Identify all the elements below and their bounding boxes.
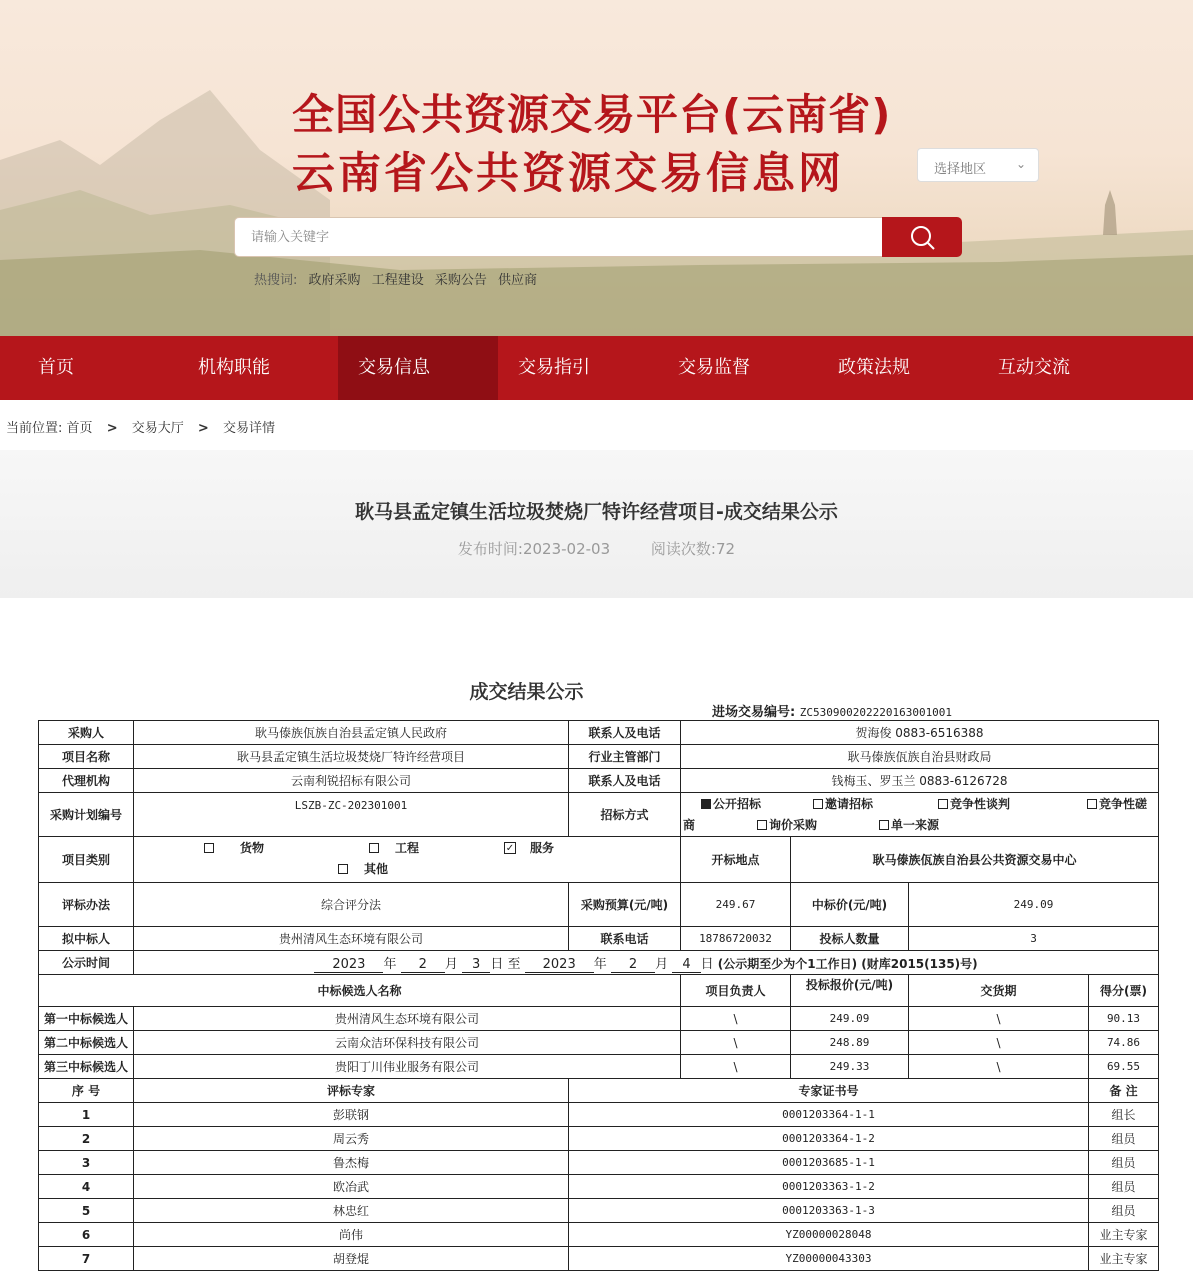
cand-leader: \ [681, 1031, 791, 1055]
method-label: 招标方式 [569, 793, 681, 837]
project-label: 项目名称 [39, 745, 134, 769]
expert-note: 组员 [1089, 1127, 1159, 1151]
region-select[interactable] [917, 148, 1039, 182]
expert-no: 4 [39, 1175, 134, 1199]
expert-header-cert: 专家证书号 [569, 1079, 1089, 1103]
project-value: 耿马县孟定镇生活垃圾焚烧厂特许经营项目 [134, 745, 569, 769]
expert-cert: YZ00000043303 [569, 1247, 1089, 1271]
winner-label: 拟中标人 [39, 927, 134, 951]
expert-note: 业主专家 [1089, 1247, 1159, 1271]
category-engineering: 工程 [369, 839, 419, 856]
search-input[interactable] [235, 218, 882, 256]
cand-price: 249.33 [791, 1055, 909, 1079]
breadcrumb-separator: > [197, 421, 209, 436]
expert-header-no: 序 号 [39, 1079, 134, 1103]
cand-price: 249.09 [791, 1007, 909, 1031]
cand-rank: 第一中标候选人 [39, 1007, 134, 1031]
eval-label: 评标办法 [39, 883, 134, 927]
contact-label: 联系人及电话 [569, 721, 681, 745]
cand-header-leader: 项目负责人 [681, 975, 791, 1007]
period-label: 公示时间 [39, 951, 134, 975]
cand-header-price: 投标报价(元/吨) [791, 975, 909, 1007]
table-row [39, 1151, 1159, 1175]
table-row [39, 1199, 1159, 1223]
cand-delivery: \ [909, 1031, 1089, 1055]
search-button[interactable] [882, 217, 962, 257]
agency-contact-label: 联系人及电话 [569, 769, 681, 793]
method-negotiate: 竞争性谈判 [938, 794, 1010, 814]
phone-label: 联系电话 [569, 927, 681, 951]
hot-word[interactable]: 工程建设 [371, 273, 424, 288]
site-title-line2: 云南省公共资源交易信息网 [292, 149, 844, 199]
nav-item-trade-supervision[interactable]: 交易监督 [678, 357, 750, 378]
purchaser-value: 耿马傣族佤族自治县孟定镇人民政府 [134, 721, 569, 745]
dept-label: 行业主管部门 [569, 745, 681, 769]
table-row [39, 1103, 1159, 1127]
open-place-label: 开标地点 [681, 837, 791, 883]
expert-cert: 0001203685-1-1 [569, 1151, 1089, 1175]
result-table [38, 720, 1159, 1271]
expert-name: 周云秀 [134, 1127, 569, 1151]
cand-score: 69.55 [1089, 1055, 1159, 1079]
contact-value: 贺海俊 0883-6516388 [681, 721, 1159, 745]
doc-title: 成交结果公示 [469, 681, 584, 703]
checkbox-icon [938, 799, 948, 809]
checked-box-icon [701, 799, 711, 809]
period-end-month: 2 [611, 957, 655, 973]
expert-no: 2 [39, 1127, 134, 1151]
period-start-month: 2 [401, 957, 445, 973]
trade-code-label: 进场交易编号: [712, 705, 796, 720]
method-consult-suffix: 商 [683, 817, 696, 832]
hot-word[interactable]: 政府采购 [308, 273, 361, 288]
purchaser-label: 采购人 [39, 721, 134, 745]
cand-header-name: 中标候选人名称 [39, 975, 681, 1007]
period-start-year: 2023 [314, 957, 383, 973]
checkbox-icon [757, 820, 767, 830]
cand-header-delivery: 交货期 [909, 975, 1089, 1007]
breadcrumb [6, 417, 275, 436]
method-single-source: 单一来源 [879, 815, 939, 835]
cand-name: 贵州清风生态环境有限公司 [134, 1007, 681, 1031]
site-header [0, 0, 1193, 336]
article-meta [0, 538, 1193, 559]
region-select-label: 选择地区 [934, 162, 987, 177]
checkbox-icon [813, 799, 823, 809]
cand-score: 90.13 [1089, 1007, 1159, 1031]
period-value: 2023 年 2 月 3 日 至 2023 年 2 月 4 日 (公示期至少为个1工作日) (财库2015(135)号) [134, 951, 1159, 975]
expert-name: 胡登焜 [134, 1247, 569, 1271]
plan-label: 采购计划编号 [39, 793, 134, 837]
table-row [39, 1055, 1159, 1079]
chevron-down-icon: ⌄ [1015, 157, 1026, 171]
check-mark-icon: ✓ [505, 843, 515, 854]
method-open: 公开招标 [701, 794, 761, 814]
breadcrumb-home[interactable]: 首页 [66, 421, 93, 436]
expert-cert: 0001203364-1-1 [569, 1103, 1089, 1127]
table-row [39, 1007, 1159, 1031]
win-price-value: 249.09 [909, 883, 1159, 927]
table-row [39, 1247, 1159, 1271]
breadcrumb-label: 当前位置: [6, 421, 63, 436]
period-end-day: 4 [672, 957, 700, 973]
phone-value: 18786720032 [681, 927, 791, 951]
checkbox-icon [369, 843, 379, 853]
expert-name: 欧冶武 [134, 1175, 569, 1199]
cand-score: 74.86 [1089, 1031, 1159, 1055]
expert-note: 组员 [1089, 1175, 1159, 1199]
bidders-value: 3 [909, 927, 1159, 951]
agency-value: 云南利锐招标有限公司 [134, 769, 569, 793]
method-inquiry: 询价采购 [757, 815, 817, 835]
table-row [39, 1127, 1159, 1151]
read-count: 阅读次数:72 [650, 540, 736, 558]
method-options [681, 793, 1159, 837]
winner-value: 贵州清风生态环境有限公司 [134, 927, 569, 951]
search-icon [882, 217, 962, 257]
cand-leader: \ [681, 1055, 791, 1079]
checkbox-icon [338, 864, 348, 874]
expert-no: 1 [39, 1103, 134, 1127]
budget-label: 采购预算(元/吨) [569, 883, 681, 927]
trade-code-value: ZC530900202220163001001 [799, 706, 953, 719]
expert-cert: 0001203363-1-3 [569, 1199, 1089, 1223]
agency-contact-value: 钱梅玉、罗玉兰 0883-6126728 [681, 769, 1159, 793]
table-row [39, 1223, 1159, 1247]
eval-value: 综合评分法 [134, 883, 569, 927]
cand-name: 贵阳丁川伟业服务有限公司 [134, 1055, 681, 1079]
nav-item-policy[interactable]: 政策法规 [838, 357, 910, 378]
hot-search-words [254, 269, 544, 288]
expert-cert: 0001203363-1-2 [569, 1175, 1089, 1199]
expert-no: 7 [39, 1247, 134, 1271]
cand-header-score: 得分(票) [1089, 975, 1159, 1007]
hot-word[interactable]: 采购公告 [434, 273, 487, 288]
expert-note: 组员 [1089, 1151, 1159, 1175]
trade-code [712, 701, 952, 720]
cand-rank: 第二中标候选人 [39, 1031, 134, 1055]
bidders-label: 投标人数量 [791, 927, 909, 951]
page-title: 耿马县孟定镇生活垃圾焚烧厂特许经营项目-成交结果公示 [355, 501, 838, 523]
expert-note: 组员 [1089, 1199, 1159, 1223]
open-place-value: 耿马傣族佤族自治县公共资源交易中心 [791, 837, 1159, 883]
period-note: (公示期至少为个1工作日) (财库2015(135)号) [717, 956, 978, 971]
cand-rank: 第三中标候选人 [39, 1055, 134, 1079]
breadcrumb-separator: > [106, 421, 118, 436]
checkbox-icon [879, 820, 889, 830]
agency-label: 代理机构 [39, 769, 134, 793]
category-other: 其他 [338, 860, 388, 877]
expert-no: 3 [39, 1151, 134, 1175]
site-title-line1: 全国公共资源交易平台(云南省) [292, 90, 892, 139]
expert-name: 尚伟 [134, 1223, 569, 1247]
expert-name: 林忠红 [134, 1199, 569, 1223]
expert-cert: 0001203364-1-2 [569, 1127, 1089, 1151]
expert-header-note: 备 注 [1089, 1079, 1159, 1103]
nav-item-home[interactable]: 首页 [38, 357, 74, 378]
hot-word[interactable]: 供应商 [498, 273, 538, 288]
checkbox-icon [1087, 799, 1097, 809]
category-service: ✓ 服务 [505, 840, 555, 855]
cand-delivery: \ [909, 1007, 1089, 1031]
nav-item-functions[interactable]: 机构职能 [198, 357, 270, 378]
cand-name: 云南众洁环保科技有限公司 [134, 1031, 681, 1055]
period-start-day: 3 [462, 957, 490, 973]
cand-leader: \ [681, 1007, 791, 1031]
expert-header-name: 评标专家 [134, 1079, 569, 1103]
table-row [39, 1031, 1159, 1055]
expert-cert: YZ00000028048 [569, 1223, 1089, 1247]
cand-delivery: \ [909, 1055, 1089, 1079]
cand-price: 248.89 [791, 1031, 909, 1055]
expert-note: 业主专家 [1089, 1223, 1159, 1247]
category-options [134, 837, 681, 883]
nav-item-trade-info[interactable]: 交易信息 [338, 336, 498, 400]
expert-name: 彭联钢 [134, 1103, 569, 1127]
method-invite: 邀请招标 [813, 794, 873, 814]
period-end-year: 2023 [525, 957, 594, 973]
dept-value: 耿马傣族佤族自治县财政局 [681, 745, 1159, 769]
publish-time: 发布时间:2023-02-03 [457, 540, 611, 558]
expert-note: 组长 [1089, 1103, 1159, 1127]
breadcrumb-hall[interactable]: 交易大厅 [131, 421, 184, 436]
category-goods: 货物 [204, 839, 264, 856]
win-price-label: 中标价(元/吨) [791, 883, 909, 927]
plan-value: LSZB-ZC-202301001 [134, 793, 569, 837]
hot-search-label: 热搜词: [254, 273, 298, 288]
expert-no: 5 [39, 1199, 134, 1223]
nav-item-trade-guide[interactable]: 交易指引 [518, 357, 590, 378]
checkbox-icon [204, 843, 214, 853]
nav-item-interaction[interactable]: 互动交流 [998, 357, 1070, 378]
category-label: 项目类别 [39, 837, 134, 883]
main-nav [0, 336, 1193, 400]
search-box [234, 217, 882, 257]
breadcrumb-detail: 交易详情 [222, 421, 275, 436]
budget-value: 249.67 [681, 883, 791, 927]
expert-name: 鲁杰梅 [134, 1151, 569, 1175]
method-consult: 竞争性磋 [1087, 794, 1147, 814]
table-row [39, 1175, 1159, 1199]
article-header [0, 450, 1193, 598]
expert-no: 6 [39, 1223, 134, 1247]
